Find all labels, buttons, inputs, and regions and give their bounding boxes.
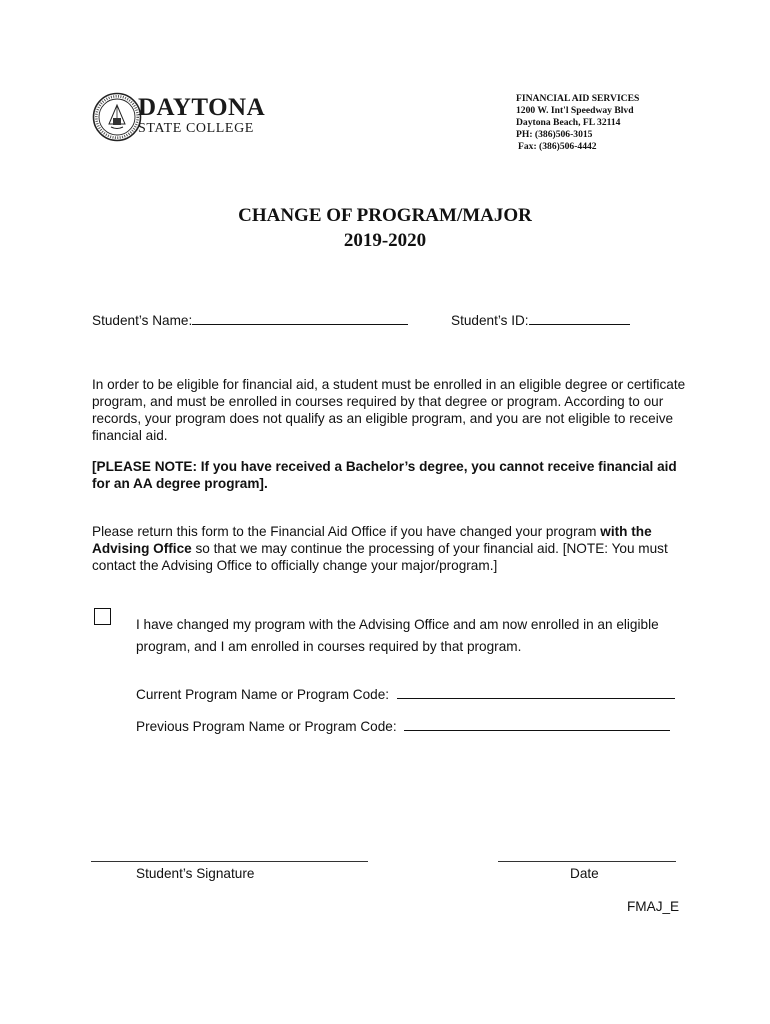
fax-number: Fax: (386)506-4442 [518, 141, 597, 152]
address-line-1: 1200 W. Int'l Speedway Blvd [516, 105, 634, 116]
contact-block [516, 93, 639, 153]
phone-number: PH: (386)506-3015 [516, 129, 593, 140]
address-line-2: Daytona Beach, FL 32114 [516, 117, 621, 128]
previous-program-field[interactable] [404, 717, 670, 731]
student-id-field[interactable] [529, 311, 630, 325]
return-instructions-start: Please return this form to the Financial Aid Office if you have changed your program [92, 524, 601, 539]
office-name: FINANCIAL AID SERVICES [516, 93, 640, 104]
student-name-field[interactable] [192, 311, 408, 325]
student-name-row [92, 311, 408, 329]
advising-office-emphasis: with the Advising Office [92, 524, 652, 556]
previous-program-label: Previous Program Name or Program Code: [136, 719, 397, 734]
return-instructions-paragraph [92, 523, 692, 574]
eligibility-paragraph: In order to be eligible for financial aid, a student must be enrolled in an eligible degree or certificate program, and must be enrolled in courses required by that degree or program. According to our records, your program does not qualify as an eligible program, and you are not eligible to receive financial aid. [92, 377, 686, 443]
form-title: CHANGE OF PROGRAM/MAJOR [238, 205, 532, 226]
return-instructions-end: so that we may continue the processing of your financial aid. [NOTE: You must contact the Advising Office to officially change your major/program.] [92, 541, 668, 573]
student-id-label: Student’s ID: [451, 313, 529, 328]
date-line[interactable] [498, 861, 676, 862]
form-code: FMAJ_E [627, 899, 680, 914]
signature-line[interactable] [91, 861, 368, 862]
date-label: Date [570, 866, 599, 881]
bachelor-note: [PLEASE NOTE: If you have received a Bachelor’s degree, you cannot receive financial aid for an AA degree program]. [92, 459, 677, 491]
current-program-row [136, 685, 675, 703]
current-program-label: Current Program Name or Program Code: [136, 687, 390, 702]
program-changed-statement: I have changed my program with the Advising Office and am now enrolled in an eligible program, and I am enrolled in courses required by that program. [136, 617, 659, 654]
student-name-label: Student’s Name: [92, 313, 193, 328]
college-seal-icon [92, 92, 142, 142]
logo-name: DAYTONA [138, 94, 266, 121]
form-year: 2019-2020 [343, 230, 427, 251]
program-changed-checkbox[interactable] [94, 608, 111, 625]
current-program-field[interactable] [397, 685, 675, 699]
logo-subtitle: STATE COLLEGE [138, 121, 254, 136]
signature-label: Student’s Signature [136, 866, 255, 881]
student-id-row [451, 311, 630, 329]
previous-program-row [136, 717, 670, 735]
